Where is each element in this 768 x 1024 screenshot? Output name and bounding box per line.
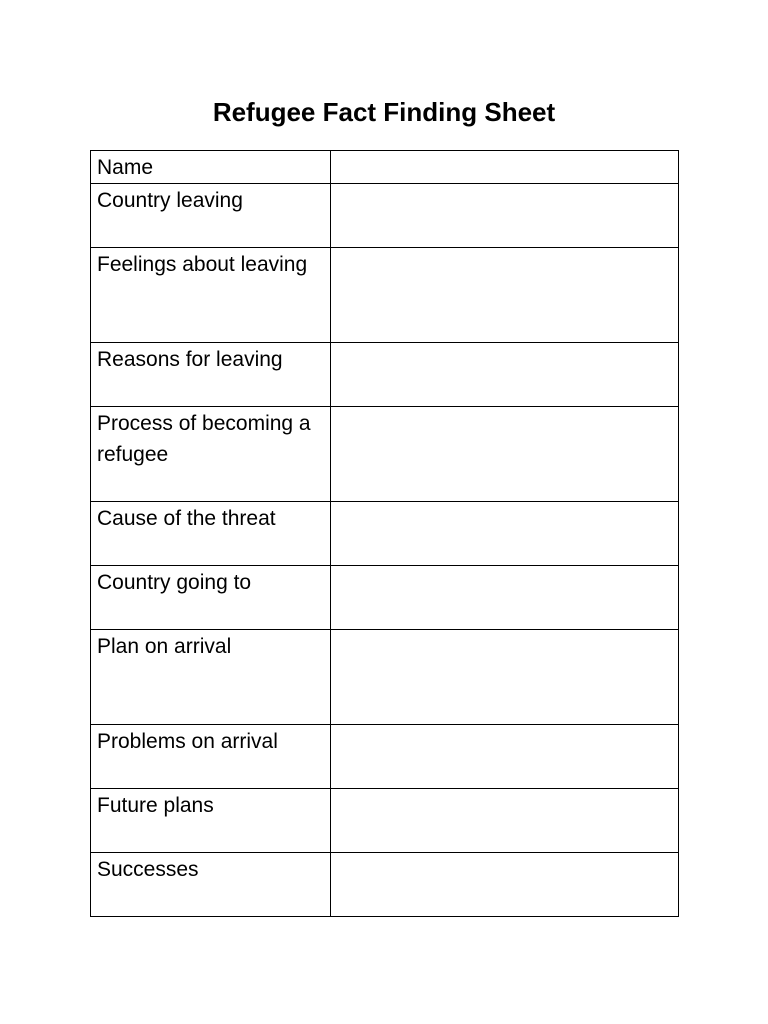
table-row [91, 789, 679, 853]
answer-cell[interactable] [331, 789, 679, 853]
fact-finding-table [90, 150, 679, 917]
row-label: Problems on arrival [91, 725, 331, 789]
row-label: Cause of the threat [91, 502, 331, 566]
table-row [91, 725, 679, 789]
table-row [91, 407, 679, 502]
table-row [91, 151, 679, 184]
page-title: Refugee Fact Finding Sheet [212, 97, 556, 127]
row-label: Name [91, 151, 331, 184]
table-row [91, 502, 679, 566]
answer-cell[interactable] [331, 184, 679, 248]
table-row [91, 343, 679, 407]
answer-cell[interactable] [331, 853, 679, 917]
row-label: Successes [91, 853, 331, 917]
table-row [91, 630, 679, 725]
answer-cell[interactable] [331, 566, 679, 630]
row-label: Plan on arrival [91, 630, 331, 725]
row-label: Reasons for leaving [91, 343, 331, 407]
answer-cell[interactable] [331, 248, 679, 343]
answer-cell[interactable] [331, 630, 679, 725]
row-label: Process of becoming a refugee [91, 407, 331, 502]
table-row [91, 184, 679, 248]
answer-cell[interactable] [331, 151, 679, 184]
row-label: Country leaving [91, 184, 331, 248]
answer-cell[interactable] [331, 725, 679, 789]
row-label: Feelings about leaving [91, 248, 331, 343]
answer-cell[interactable] [331, 407, 679, 502]
row-label: Country going to [91, 566, 331, 630]
table-row [91, 248, 679, 343]
table-row [91, 566, 679, 630]
answer-cell[interactable] [331, 343, 679, 407]
table-row [91, 853, 679, 917]
row-label: Future plans [91, 789, 331, 853]
answer-cell[interactable] [331, 502, 679, 566]
